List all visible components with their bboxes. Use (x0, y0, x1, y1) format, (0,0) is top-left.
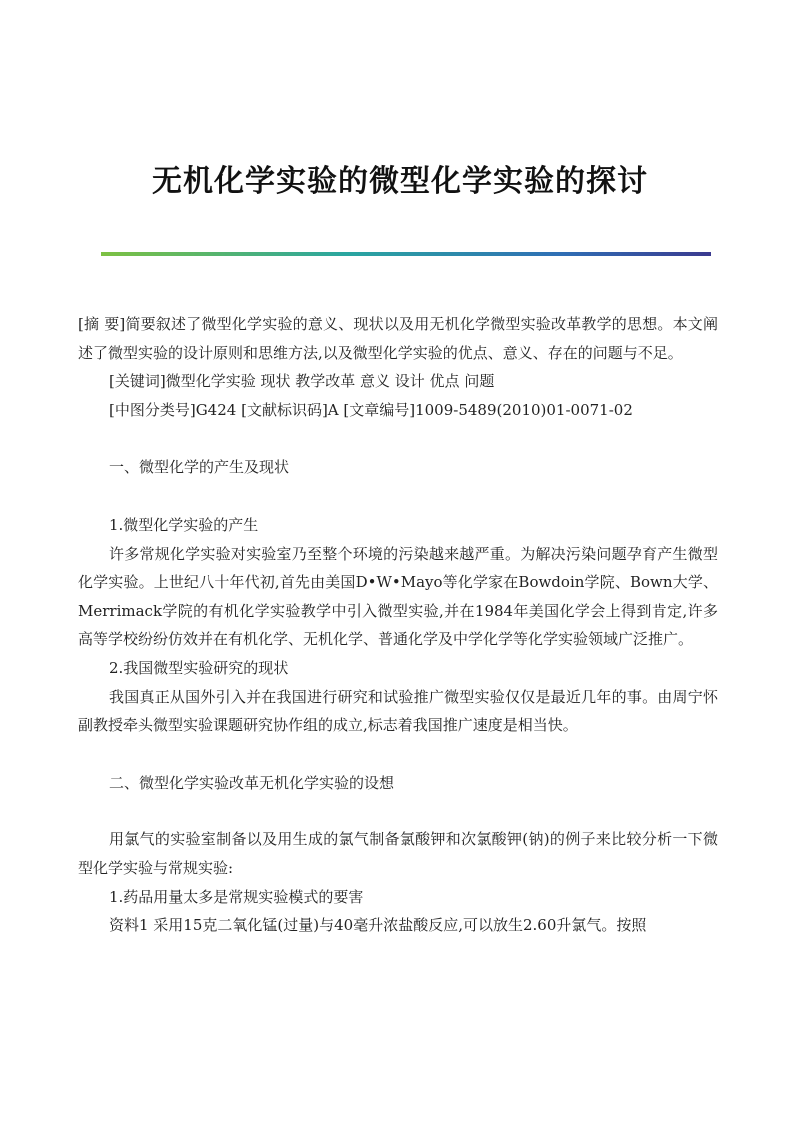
paragraph-1-1: 许多常规化学实验对实验室乃至整个环境的污染越来越严重。为解决污染问题孕育产生微型化学实验。上世纪八十年代初,首先由美国D•W•Mayo等化学家在Bowdoin学院、Bown大学、Merrimack学院的有机化学实验教学中引入微型实验,并在1984年美国化学会上得到肯定,许多高等学校纷纷仿效并在有机化学、无机化学、普通化学及中学化学等化学实验领域广泛推广。 (78, 544, 718, 649)
abstract: [摘 要]简要叙述了微型化学实验的意义、现状以及用无机化学微型实验改革教学的思想。本文阐述了微型实验的设计原则和思维方法,以及微型化学实验的优点、意义、存在的问题与不足。 (78, 315, 718, 362)
paper-body (78, 310, 718, 940)
title-divider (101, 252, 711, 256)
subsection-heading-1-1: 1.微型化学实验的产生 (109, 515, 259, 534)
section-heading-1: 一、微型化学的产生及现状 (109, 458, 290, 477)
spacer (78, 424, 718, 453)
section-heading-2: 二、微型化学实验改革无机化学实验的设想 (109, 773, 395, 792)
paragraph-1-2: 我国真正从国外引入并在我国进行研究和试验推广微型实验仅仅是最近几年的事。由周宁怀副教授牵头微型实验课题研究协作组的成立,标志着我国推广速度是相当快。 (78, 687, 718, 735)
spacer (78, 740, 718, 769)
paper-title: 无机化学实验的微型化学实验的探讨 (152, 164, 648, 199)
spacer (78, 797, 718, 825)
classification: [中图分类号]G424 [文献标识码]A [文章编号]1009-5489(2010)01-0071-02 (109, 400, 633, 419)
subsection-heading-1-2: 2.我国微型实验研究的现状 (109, 658, 289, 677)
paragraph-2-1: 资料1 采用15克二氧化锰(过量)与40毫升浓盐酸反应,可以放生2.60升氯气。按照 (109, 916, 647, 935)
paragraph-2-intro: 用氯气的实验室制备以及用生成的氯气制备氯酸钾和次氯酸钾(钠)的例子来比较分析一下微型化学实验与常规实验: (78, 830, 718, 877)
keywords: [关键词]微型化学实验 现状 教学改革 意义 设计 优点 问题 (109, 372, 495, 391)
subsection-heading-2-1: 1.药品用量太多是常规实验模式的要害 (109, 887, 364, 906)
spacer (78, 482, 718, 511)
